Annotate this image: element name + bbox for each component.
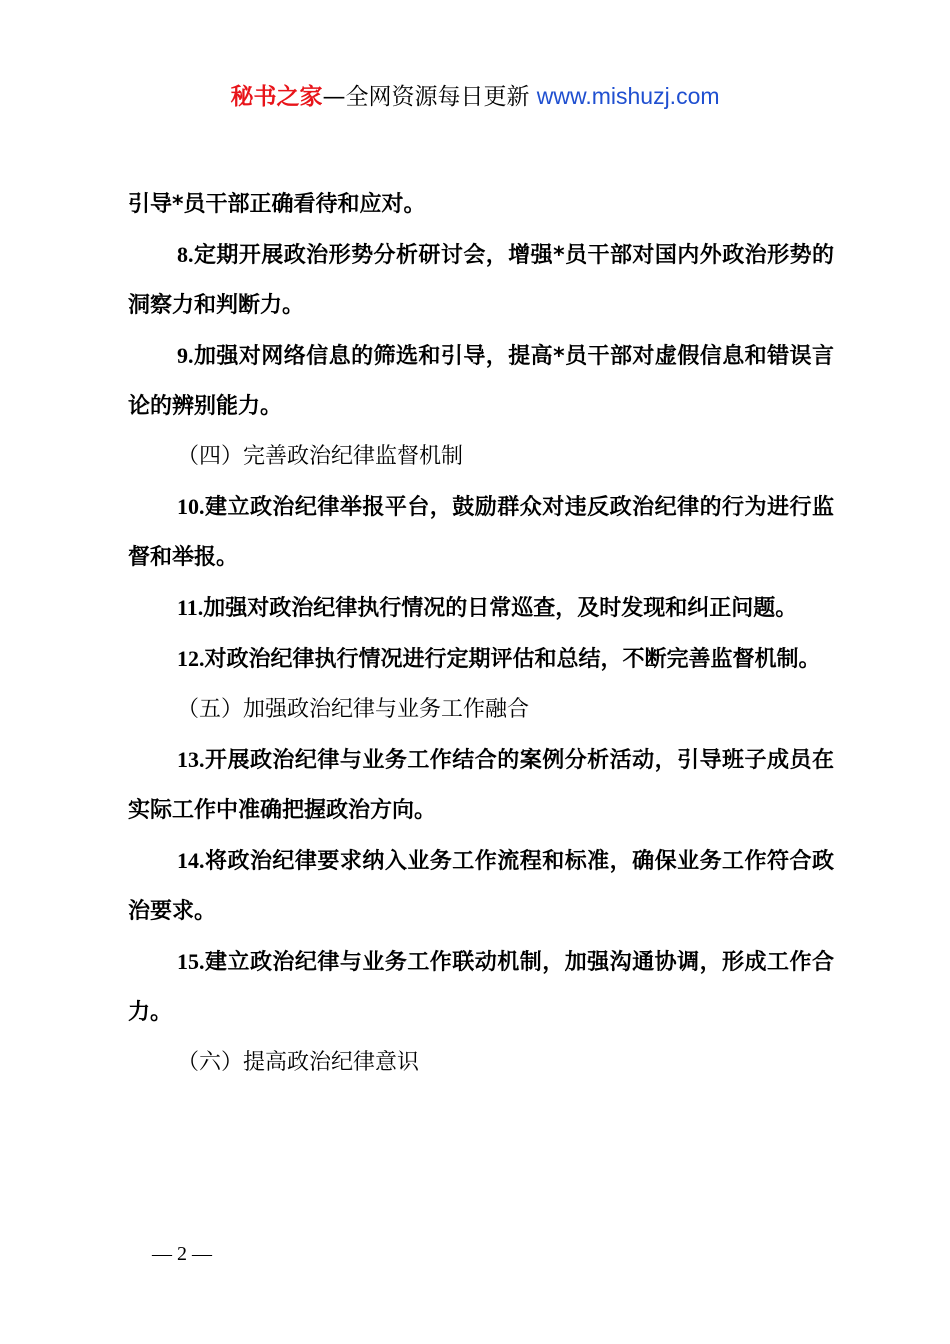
site-url-link[interactable]: www.mishuzj.com — [536, 83, 720, 109]
list-item-12 — [128, 634, 834, 685]
lead-paragraph: 引导*员干部正确看待和应对。 — [128, 192, 426, 217]
list-item-11 — [128, 583, 834, 634]
item-number: 13. — [177, 747, 205, 772]
item-number: 12. — [177, 646, 205, 671]
section-heading-4: （四）完善政治纪律监督机制 — [177, 444, 464, 469]
list-item-13 — [128, 735, 834, 836]
document-body — [128, 180, 834, 1088]
list-item-9 — [128, 331, 834, 432]
item-number: 10. — [177, 494, 205, 519]
item-number: 8. — [177, 242, 194, 267]
item-text: 加强对政治纪律执行情况的日常巡查，及时发现和纠正问题。 — [203, 596, 798, 621]
section-heading-6: （六）提高政治纪律意识 — [177, 1050, 420, 1075]
section-heading-5: （五）加强政治纪律与业务工作融合 — [177, 697, 530, 722]
item-number: 11. — [177, 595, 204, 620]
item-text: 对政治纪律执行情况进行定期评估和总结，不断完善监督机制。 — [204, 647, 821, 672]
page-number: — 2 — — [152, 1243, 212, 1265]
list-item-8 — [128, 230, 834, 331]
item-text: 开展政治纪律与业务工作结合的案例分析活动，引导班子成员在实际工作中准确把握政治方向。 — [128, 748, 834, 823]
list-item-14 — [128, 836, 834, 937]
item-number: 14. — [177, 848, 205, 873]
item-text: 加强对网络信息的筛选和引导，提高*员干部对虚假信息和错误言论的辨别能力。 — [128, 344, 834, 419]
item-number: 9. — [177, 343, 194, 368]
item-text: 将政治纪律要求纳入业务工作流程和标准，确保业务工作符合政治要求。 — [128, 849, 834, 924]
list-item-10 — [128, 482, 834, 583]
site-header — [0, 80, 950, 113]
item-text: 定期开展政治形势分析研讨会，增强*员干部对国内外政治形势的洞察力和判断力。 — [128, 243, 834, 318]
item-text: 建立政治纪律与业务工作联动机制，加强沟通协调，形成工作合力。 — [128, 950, 834, 1025]
brand-name: 秘书之家 — [230, 84, 323, 110]
header-slogan: —全网资源每日更新 — [322, 84, 530, 110]
list-item-15 — [128, 937, 834, 1038]
item-number: 15. — [177, 949, 205, 974]
item-text: 建立政治纪律举报平台，鼓励群众对违反政治纪律的行为进行监督和举报。 — [128, 495, 834, 570]
